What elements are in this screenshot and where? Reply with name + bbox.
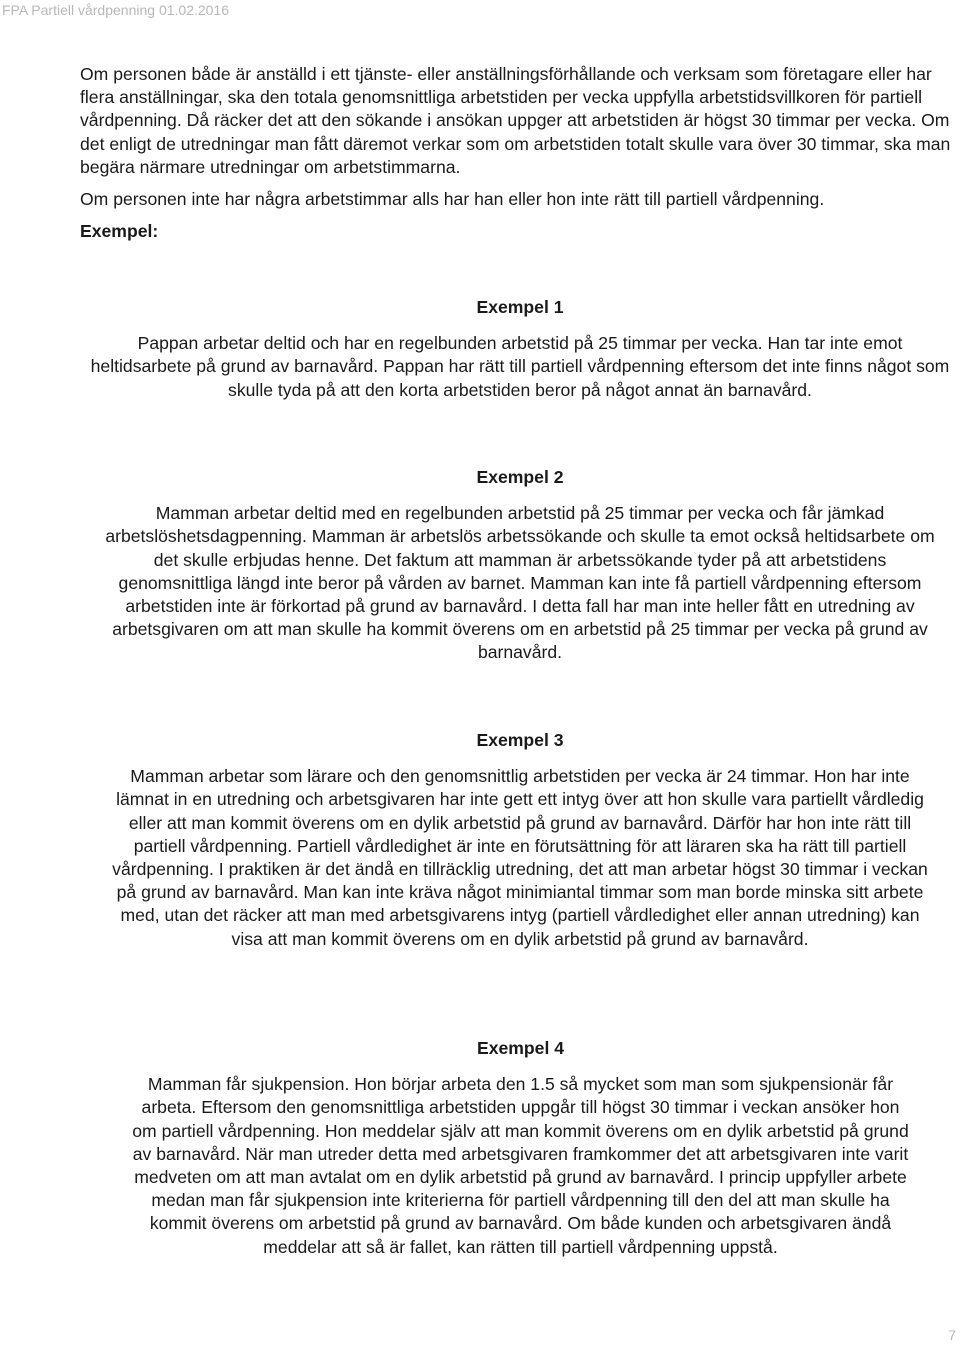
example-2-text: Mamman arbetar deltid med en regelbunden arbetstid på 25 timmar per vecka och får jämkad arbetslöshetsdagpenning. Mamman är arbetslös arbetssökande och skulle ta emot också heltidsarbete om det skulle erbjudas henne. Det faktum att mamman är arbetssökande tyder på att arbetstidens genomsnittliga längd inte beror på vården av barnet. Mamman kan inte få partiell vårdpenning eftersom arbetstiden inte är förkortad på grund av barnavård. I detta fall har man inte heller fått en utredning av arbetsgivaren om att man skulle ha kommit överens om en arbetstid på 25 timmar per vecka på grund av barnavård. bbox=[105, 503, 935, 663]
example-1 bbox=[90, 296, 950, 402]
intro-paragraph-1: Om personen både är anställd i ett tjänste- eller anställningsförhållande och verksam som företagare eller har flera anställningar, ska den totala genomsnittliga arbetstiden per vecka uppfylla arbetstidsvillkoren för partiell vårdpenning. Då räcker det att den sökande i ansökan uppger att arbetstiden är högst 30 timmar per vecka. Om det enligt de utredningar man fått däremot verkar som om arbetstiden totalt skulle vara över 30 timmar, ska man begära närmare utredningar om arbetstimmarna. bbox=[80, 64, 951, 177]
example-4 bbox=[128, 1037, 913, 1259]
example-3-text: Mamman arbetar som lärare och den genomsnittlig arbetstiden per vecka är 24 timmar. Hon har inte lämnat in en utredning och arbetsgivaren har inte gett ett intyg över att hon skulle vara partiellt vårdledig eller att man kommit överens om en dylik arbetstid på grund av barnavård. Därför har hon inte rätt till partiell vårdpenning. Partiell vårdledighet är inte en förutsättning för att läraren ska ha rätt till partiell vårdpenning. I praktiken är det ändå en tillräcklig utredning, det att man arbetar högst 30 timmar i veckan på grund av barnavård. Man kan inte kräva något minimiantal timmar som man borde minska sitt arbete med, utan det räcker att man med arbetsgivarens intyg (partiell vårdledighet eller annan utredning) kan visa att man kommit överens om en dylik arbetstid på grund av barnavård. bbox=[112, 766, 928, 949]
example-2 bbox=[95, 466, 945, 665]
page-number: 7 bbox=[948, 1327, 956, 1343]
example-2-title: Exempel 2 bbox=[476, 467, 564, 487]
running-header: FPA Partiell vårdpenning 01.02.2016 bbox=[2, 2, 230, 18]
example-4-title: Exempel 4 bbox=[476, 1038, 565, 1058]
example-1-text: Pappan arbetar deltid och har en regelbunden arbetstid på 25 timmar per vecka. Han tar inte emot heltidsarbete på grund av barnavård. Pappan har rätt till partiell vårdpenning eftersom det inte finns något som skulle tyda på att den korta arbetstiden beror på något annat än barnavård. bbox=[90, 333, 950, 400]
example-4-text: Mamman får sjukpension. Hon börjar arbeta den 1.5 så mycket som man som sjukpensionär får arbeta. Eftersom den genomsnittliga arbetstiden uppgår till högst 30 timmar i veckan ansöker hon om partiell vårdpenning. Hon meddelar själv att man kommit överens om en dylik arbetstid på grund av barnavård. När man utreder detta med arbetsgivaren framkommer det att arbetsgivaren inte varit medveten om att man avtalat om en dylik arbetstid på grund av barnavård. I princip uppfyller arbete medan man får sjukpension inte kriterierna för partiell vårdpenning till den del att man skulle ha kommit överens om arbetstid på grund av barnavård. Om både kunden och arbetsgivaren ändå meddelar att så är fallet, kan rätten till partiell vårdpenning uppstå. bbox=[132, 1074, 909, 1257]
example-1-title: Exempel 1 bbox=[476, 297, 564, 317]
example-3-title: Exempel 3 bbox=[476, 730, 564, 750]
exempel-label: Exempel: bbox=[80, 221, 159, 242]
intro-section bbox=[80, 63, 956, 243]
example-3 bbox=[110, 729, 930, 951]
intro-paragraph-2: Om personen inte har några arbetstimmar alls har han eller hon inte rätt till partiell vårdpenning. bbox=[80, 189, 825, 210]
